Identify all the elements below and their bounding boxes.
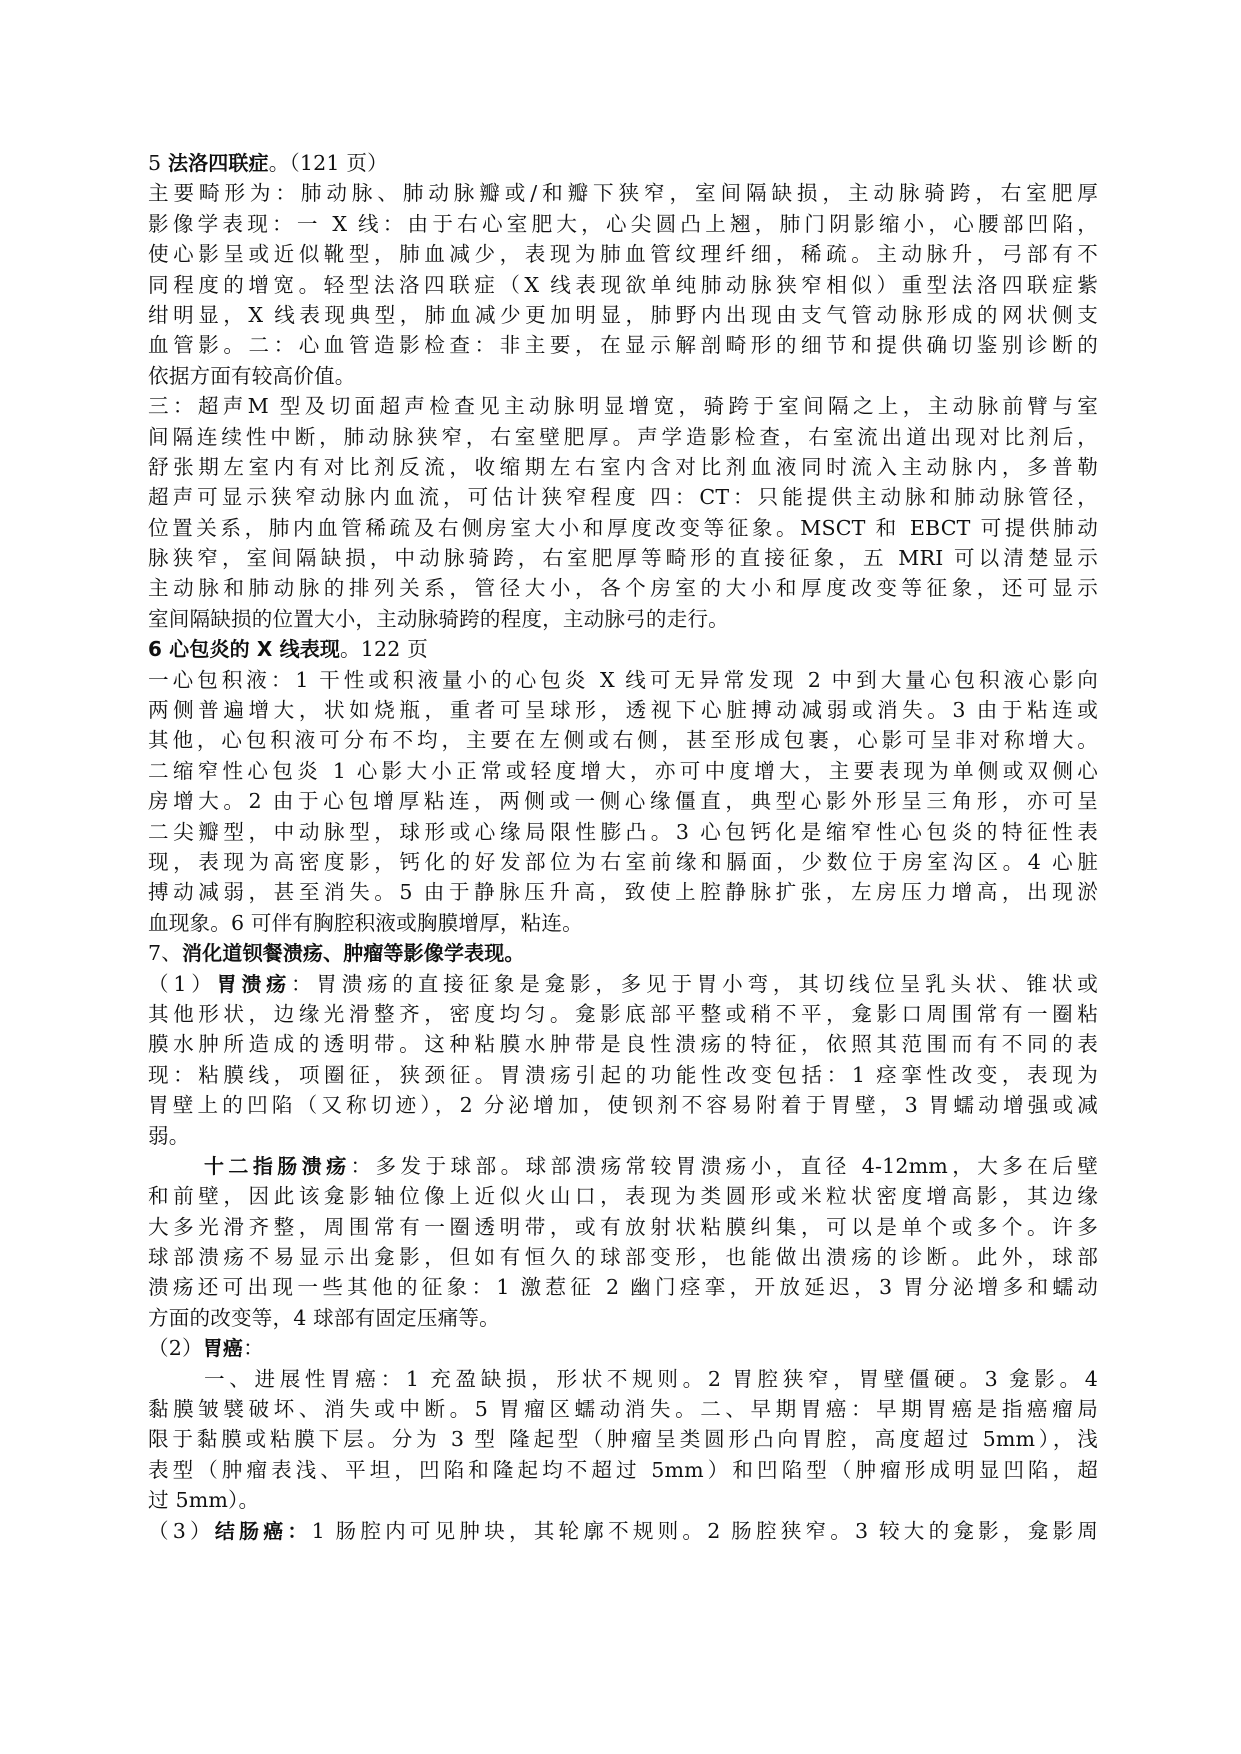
section-5-heading: 5 法洛四联症。（121 页） xyxy=(148,151,388,175)
document-page xyxy=(148,148,1098,1546)
text-line: 主要畸形为：肺动脉、肺动脉瓣或/和瓣下狭窄，室间隔缺损，主动脉骑跨，右室肥厚 xyxy=(148,181,1098,206)
section-6-title: 6 心包炎的 X 线表现 xyxy=(148,637,341,662)
text-line: 三：超声M 型及切面超声检查见主动脉明显增宽，骑跨于室间隔之上，主动脉前臂与室 xyxy=(148,394,1098,419)
text-line: 表型（肿瘤表浅、平坦，凹陷和隆起均不超过 5mm）和凹陷型（肿瘤形成明显凹陷，超 xyxy=(148,1457,1098,1482)
text-line: 绀明显，X 线表现典型，肺血减少更加明显，肺野内出现由支气管动脉形成的网状侧支 xyxy=(148,302,1098,327)
gastric-ulcer-first-line: （1）胃溃疡：胃溃疡的直接征象是龛影，多见于胃小弯，其切线位呈乳头状、锥状或 xyxy=(148,971,1098,996)
text-line: 间隔连续性中断，肺动脉狭窄，右室壁肥厚。声学造影检查，右室流出道出现对比剂后， xyxy=(148,424,1098,449)
text-line: 同程度的增宽。轻型法洛四联症（X 线表现欲单纯肺动脉狭窄相似）重型法洛四联症紫 xyxy=(148,272,1098,297)
text-line: 其他，心包积液可分布不均，主要在左侧或右侧，甚至形成包裹，心影可呈非对称增大。 xyxy=(148,728,1098,753)
text-line: 大多光滑齐整，周围常有一圈透明带，或有放射状粘膜纠集，可以是单个或多个。许多 xyxy=(148,1214,1098,1239)
text-line: 膜水肿所造成的透明带。这种粘膜水肿带是良性溃疡的特征，依照其范围而有不同的表 xyxy=(148,1032,1098,1057)
text-line: 室间隔缺损的位置大小，主动脉骑跨的程度，主动脉弓的走行。 xyxy=(148,606,729,631)
text-line: 血管影。二：心血管造影检查：非主要，在显示解剖畸形的细节和提供确切鉴别诊断的 xyxy=(148,333,1098,358)
section-6-heading xyxy=(148,634,1098,664)
text-line: 主动脉和肺动脉的排列关系，管径大小，各个房室的大小和厚度改变等征象，还可显示 xyxy=(148,576,1098,601)
colon-cancer-first-line: （3）结肠癌：1 肠腔内可见肿块，其轮廓不规则。2 肠腔狭窄。3 较大的龛影，龛影周 xyxy=(148,1518,1098,1543)
text-line: 影像学表现：一 X 线：由于右心室肥大，心尖圆凸上翘，肺门阴影缩小，心腰部凹陷， xyxy=(148,211,1098,236)
text-line: 其他形状，边缘光滑整齐，密度均匀。龛影底部平整或稍不平，龛影口周围常有一圈粘 xyxy=(148,1001,1098,1026)
text-line: 两侧普遍增大，状如烧瓶，重者可呈球形，透视下心脏搏动减弱或消失。3 由于粘连或 xyxy=(148,698,1098,723)
text-line: 过 5mm）。 xyxy=(148,1488,260,1513)
text-line: 溃疡还可出现一些其他的征象：1 激惹征 2 幽门痉挛，开放延迟，3 胃分泌增多和蠕动 xyxy=(148,1275,1098,1300)
text-line: 使心影呈或近似靴型，肺血减少，表现为肺血管纹理纤细，稀疏。主动脉升，弓部有不 xyxy=(148,242,1098,267)
text-line: 依据方面有较高价值。 xyxy=(148,363,356,388)
text-line: 超声可显示狭窄动脉内血流，可估计狭窄程度 四：CT：只能提供主动脉和肺动脉管径， xyxy=(148,485,1098,510)
text-line: 现，表现为高密度影，钙化的好发部位为右室前缘和膈面，少数位于房室沟区。4 心脏 xyxy=(148,849,1098,874)
colon-cancer-title: 结肠癌： xyxy=(214,1518,312,1543)
gastric-cancer-title: 胃癌 xyxy=(202,1336,244,1361)
text-line: 球部溃疡不易显示出龛影，但如有恒久的球部变形，也能做出溃疡的诊断。此外，球部 xyxy=(148,1245,1098,1270)
gastric-cancer-heading: （2）胃癌： xyxy=(148,1336,264,1361)
text-line: 弱。 xyxy=(148,1123,190,1148)
text-line: 二缩窄性心包炎 1 心影大小正常或轻度增大，亦可中度增大，主要表现为单侧或双侧心 xyxy=(148,758,1098,783)
section-5-page-ref: 。（121 页） xyxy=(268,151,388,175)
text-line: 舒张期左室内有对比剂反流，收缩期左右室内含对比剂血液同时流入主动脉内，多普勒 xyxy=(148,454,1098,479)
section-5-title: 法洛四联症 xyxy=(167,151,269,175)
text-line: 黏膜皱襞破坏、消失或中断。5 胃瘤区蠕动消失。二、早期胃癌：早期胃癌是指癌瘤局 xyxy=(148,1397,1098,1422)
text-line: 和前壁，因此该龛影轴位像上近似火山口，表现为类圆形或米粒状密度增高影，其边缘 xyxy=(148,1184,1098,1209)
text-line: 二尖瓣型，中动脉型，球形或心缘局限性膨凸。3 心包钙化是缩窄性心包炎的特征性表 xyxy=(148,819,1098,844)
duodenal-ulcer-title: 十二指肠溃疡 xyxy=(204,1153,351,1178)
text-line: 房增大。2 由于心包增厚粘连，两侧或一侧心缘僵直，典型心影外形呈三角形，亦可呈 xyxy=(148,789,1098,814)
text-line: 胃壁上的凹陷（又称切迹），2 分泌增加，使钡剂不容易附着于胃壁，3 胃蠕动增强或减 xyxy=(148,1093,1098,1118)
duodenal-ulcer-first-line: 十二指肠溃疡：多发于球部。球部溃疡常较胃溃疡小，直径 4-12mm，大多在后壁 xyxy=(204,1153,1098,1178)
text-line: 一、进展性胃癌：1 充盈缺损，形状不规则。2 胃腔狭窄，胃壁僵硬。3 龛影。4 xyxy=(204,1366,1098,1391)
section-6-page-ref: 。122 页 xyxy=(340,637,428,662)
text-line: 血现象。6 可伴有胸腔积液或胸膜增厚，粘连。 xyxy=(148,910,583,935)
text-line: 方面的改变等，4 球部有固定压痛等。 xyxy=(148,1305,500,1330)
text-line: 一心包积液：1 干性或积液量小的心包炎 X 线可无异常发现 2 中到大量心包积液心影向 xyxy=(148,667,1098,692)
text-line: 限于黏膜或粘膜下层。分为 3 型 隆起型（肿瘤呈类圆形凸向胃腔，高度超过 5mm），浅 xyxy=(148,1427,1098,1452)
text-line: 现：粘膜线，项圈征，狭颈征。胃溃疡引起的功能性改变包括：1 痉挛性改变，表现为 xyxy=(148,1062,1098,1087)
section-7-heading: 7、消化道钡餐溃疡、肿瘤等影像学表现。 xyxy=(148,941,525,966)
text-line: 搏动减弱，甚至消失。5 由于静脉压升高，致使上腔静脉扩张，左房压力增高，出现淤 xyxy=(148,880,1098,905)
text-line: 位置关系，肺内血管稀疏及右侧房室大小和厚度改变等征象。MSCT 和 EBCT 可提供肺动 xyxy=(148,515,1098,540)
gastric-ulcer-title: 胃溃疡 xyxy=(216,971,291,996)
text-line: 脉狭窄，室间隔缺损，中动脉骑跨，右室肥厚等畸形的直接征象，五 MRI 可以清楚显示 xyxy=(148,546,1098,571)
section-7-title: 消化道钡餐溃疡、肿瘤等影像学表现。 xyxy=(182,941,525,966)
